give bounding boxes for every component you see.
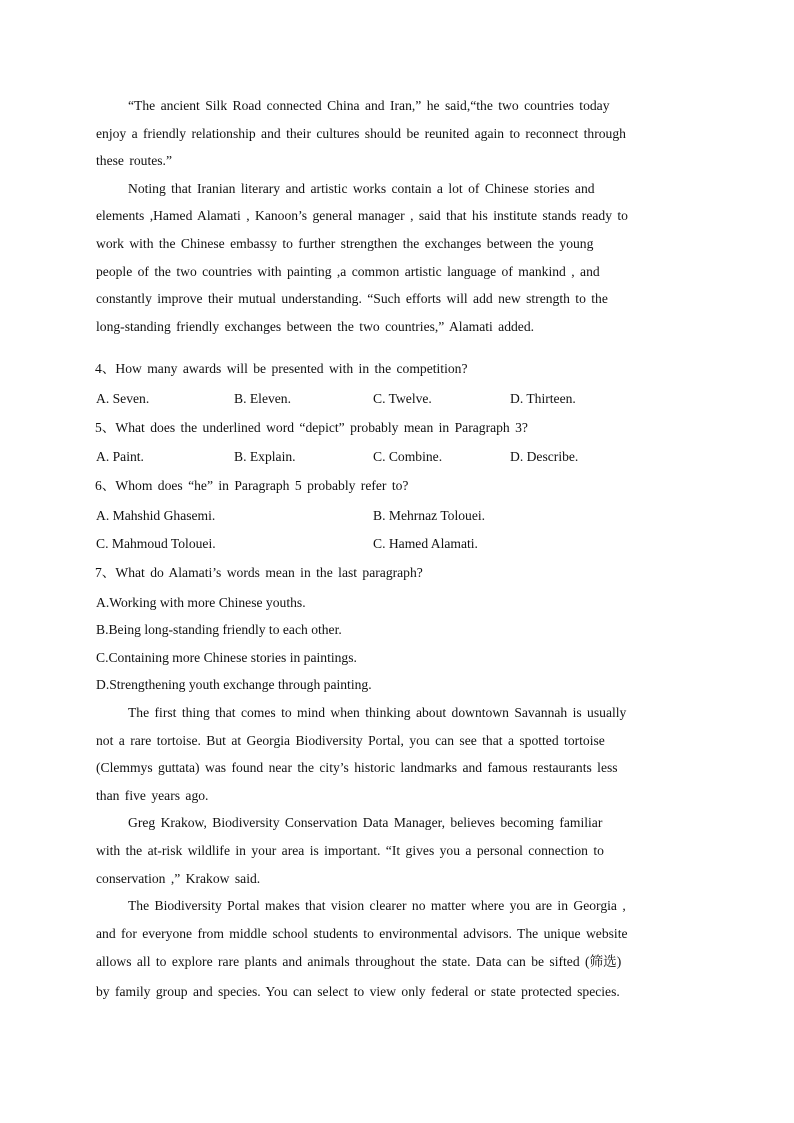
option-c: C. Mahmoud Tolouei. [96, 536, 216, 551]
question-stem: 7、What do Alamati’s words mean in the last paragraph? [95, 565, 423, 580]
option-a: A. Seven. [96, 391, 150, 406]
option-d: D.Strengthening youth exchange through painting. [96, 677, 372, 692]
question-stem: 5、What does the underlined word “depict” probably mean in Paragraph 3? [95, 420, 528, 435]
paragraph-line: not a rare tortoise. But at Georgia Biodiversity Portal, you can see that a spotted tortoise [96, 733, 605, 748]
paragraph-line: than five years ago. [96, 788, 209, 803]
paragraph-line: people of the two countries with painting ,a common artistic language of mankind , and [96, 264, 600, 279]
paragraph-line: allows all to explore rare plants and animals throughout the state. Data can be sifted (筛选) [96, 954, 622, 969]
option-b: B. Mehrnaz Tolouei. [373, 508, 486, 523]
option-c: C. Twelve. [373, 391, 432, 406]
option-b: B.Being long-standing friendly to each other. [96, 622, 342, 637]
paragraph-line: Noting that Iranian literary and artistic works contain a lot of Chinese stories and [128, 181, 595, 196]
option-d: C. Hamed Alamati. [373, 536, 478, 551]
paragraph-line: long-standing friendly exchanges between the two countries,” Alamati added. [96, 319, 535, 334]
paragraph-line: elements ,Hamed Alamati , Kanoon’s general manager , said that his institute stands ready to [96, 208, 628, 223]
paragraph-line: Greg Krakow, Biodiversity Conservation Data Manager, believes becoming familiar [128, 815, 603, 830]
paragraph-line: conservation ,” Krakow said. [96, 871, 261, 886]
option-a: A. Paint. [96, 449, 144, 464]
option-b: B. Eleven. [234, 391, 292, 406]
option-a: A. Mahshid Ghasemi. [96, 508, 216, 523]
question-stem: 4、How many awards will be presented with in the competition? [95, 361, 468, 376]
option-b: B. Explain. [234, 449, 296, 464]
paragraph-line: “The ancient Silk Road connected China and Iran,” he said,“the two countries today [128, 98, 610, 113]
paragraph-line: enjoy a friendly relationship and their cultures should be reunited again to reconnect through [96, 126, 626, 141]
option-a: A.Working with more Chinese youths. [96, 595, 306, 610]
paragraph-line: The Biodiversity Portal makes that vision clearer no matter where you are in Georgia , [128, 898, 626, 913]
option-d: D. Thirteen. [510, 391, 576, 406]
paragraph-line: with the at-risk wildlife in your area is important. “It gives you a personal connection to [96, 843, 604, 858]
paragraph-line: these routes.” [96, 153, 172, 168]
paragraph-line: and for everyone from middle school students to environmental advisors. The unique website [96, 926, 628, 941]
option-d: D. Describe. [510, 449, 579, 464]
question-stem: 6、Whom does “he” in Paragraph 5 probably refer to? [95, 478, 409, 493]
option-c: C.Containing more Chinese stories in paintings. [96, 650, 357, 665]
paragraph-line: work with the Chinese embassy to further strengthen the exchanges between the young [96, 236, 594, 251]
paragraph-line: constantly improve their mutual understanding. “Such efforts will add new strength to the [96, 291, 608, 306]
paragraph-line: (Clemmys guttata) was found near the city’s historic landmarks and famous restaurants less [96, 760, 618, 775]
paragraph-line: by family group and species. You can select to view only federal or state protected species. [96, 984, 620, 999]
paragraph-line: The first thing that comes to mind when thinking about downtown Savannah is usually [128, 705, 627, 720]
option-c: C. Combine. [373, 449, 443, 464]
